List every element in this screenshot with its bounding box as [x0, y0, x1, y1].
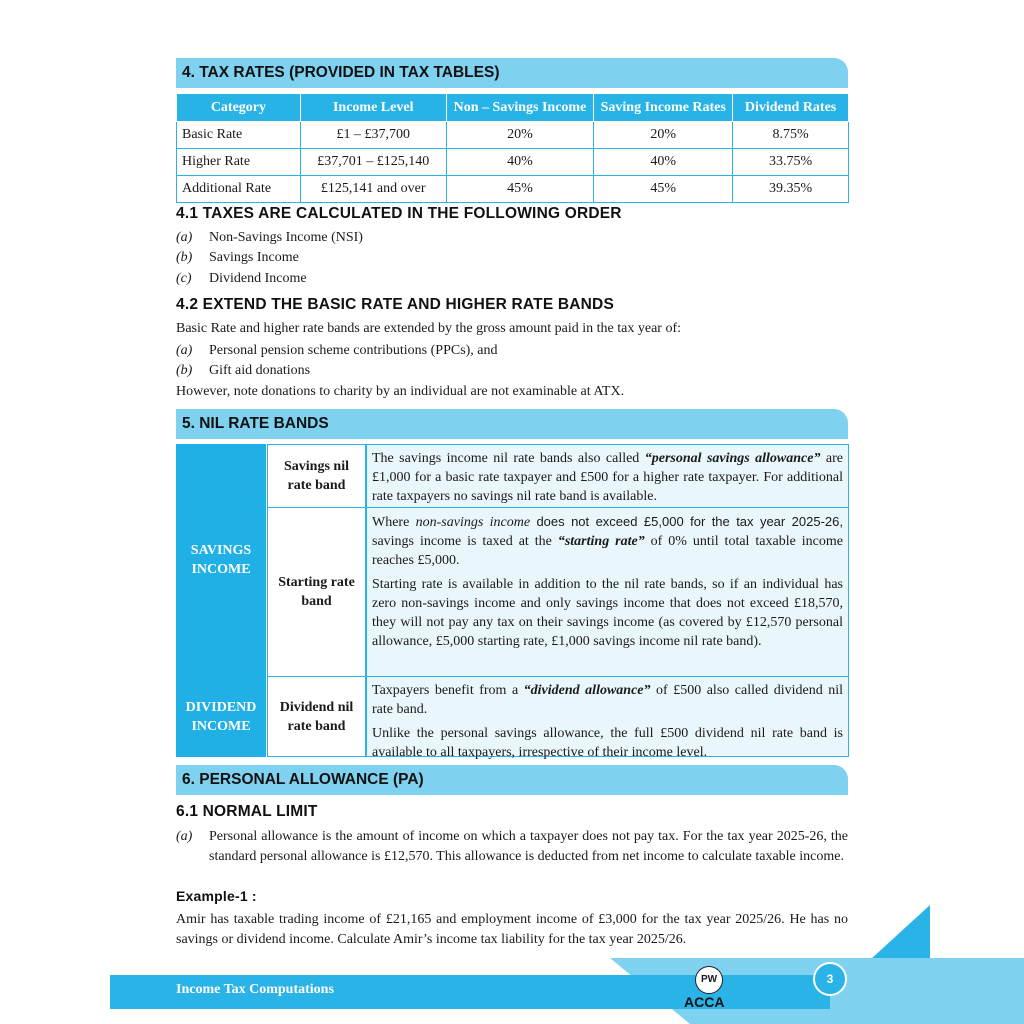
list-label: (a) — [176, 343, 193, 358]
list-text: Non-Savings Income (NSI) — [209, 230, 363, 245]
section-4-1-heading: 4.1 TAXES ARE CALCULATED IN THE FOLLOWING ORDER — [176, 205, 622, 222]
list-text: Dividend Income — [209, 271, 307, 286]
page-number-badge: 3 — [813, 962, 847, 996]
column-header: Dividend Rates — [733, 94, 849, 122]
dividend-nil-rate-band-text: Taxpayers benefit from a “dividend allowance” of £500 also called dividend nil rate band. Unlike the personal savings allowance, the full £500 dividend nil rate band is available to all taxpayers, irrespective of their income level. — [366, 676, 849, 757]
starting-rate-band-label: Starting rate band — [267, 507, 366, 677]
table-cell: 33.75% — [733, 149, 849, 176]
table-cell: 8.75% — [733, 122, 849, 149]
list-text: Savings Income — [209, 250, 299, 265]
section-4-header: 4. TAX RATES (PROVIDED IN TAX TABLES) — [176, 58, 848, 88]
pw-logo-icon: PW — [695, 966, 723, 994]
starting-rate-band-text: Where non-savings income does not exceed £5,000 for the tax year 2025-26, savings income is taxed at the “starting rate” of 0% until total taxable income reaches £5,000. Starting rate is available in addition to the nil rate bands, so if an individual has zero non-savings income and only savings income that does not exceed £18,570, they will not pay any tax on their savings income (as covered by £12,570 personal allowance, £5,000 starting rate, £1,000 savings income nil rate band). — [366, 507, 849, 677]
section-4-2-note: However, note donations to charity by an individual are not examinable at ATX. — [176, 384, 625, 399]
table-cell: 20% — [446, 122, 594, 149]
table-cell: Higher Rate — [177, 149, 301, 176]
footer-chapter-title: Income Tax Computations — [176, 982, 334, 997]
column-header: Category — [177, 94, 301, 122]
table-cell: £125,141 and over — [300, 176, 446, 203]
savings-nil-rate-band-text: The savings income nil rate bands also called “personal savings allowance” are £1,000 for a basic rate taxpayer and £500 for a higher rate taxpayer. For additional rate taxpayers no savings nil rate band is available. — [366, 444, 849, 508]
dividend-income-label: DIVIDEND INCOME — [176, 676, 266, 757]
column-header: Saving Income Rates — [594, 94, 733, 122]
list-text: Personal allowance is the amount of income on which a taxpayer does not pay tax. For the tax year 2025-26, the standard personal allowance is £12,570. This allowance is deducted from net income to calculate taxable income. — [209, 829, 848, 864]
list-label: (a) — [176, 230, 193, 245]
section-6-1-heading: 6.1 NORMAL LIMIT — [176, 803, 318, 820]
list-text: Personal pension scheme contributions (PPCs), and — [209, 343, 498, 358]
list-text: Gift aid donations — [209, 363, 311, 378]
list-label: (a) — [176, 829, 193, 844]
savings-nil-rate-band-label: Savings nil rate band — [267, 444, 366, 508]
table-cell: 45% — [594, 176, 733, 203]
section-6-header: 6. PERSONAL ALLOWANCE (PA) — [176, 765, 848, 795]
list-label: (b) — [176, 250, 193, 265]
list-label: (b) — [176, 363, 193, 378]
example-text: Amir has taxable trading income of £21,165 and employment income of £3,000 for the tax year 2025/26. He has no savings or dividend income. Calculate Amir’s income tax liability for the tax year 2025/26. — [176, 912, 848, 947]
section-5-header: 5. NIL RATE BANDS — [176, 409, 848, 439]
table-cell: 40% — [594, 149, 733, 176]
table-cell: 45% — [446, 176, 594, 203]
column-header: Non – Savings Income — [446, 94, 594, 122]
table-cell: Basic Rate — [177, 122, 301, 149]
savings-income-label: SAVINGS INCOME — [176, 444, 266, 676]
section-4-2-intro: Basic Rate and higher rate bands are extended by the gross amount paid in the tax year of: — [176, 321, 681, 336]
list-label: (c) — [176, 271, 192, 286]
table-cell: £1 – £37,700 — [300, 122, 446, 149]
table-cell: 39.35% — [733, 176, 849, 203]
dividend-nil-rate-band-label: Dividend nil rate band — [267, 676, 366, 757]
section-4-2-heading: 4.2 EXTEND THE BASIC RATE AND HIGHER RATE BANDS — [176, 296, 614, 313]
column-header: Income Level — [300, 94, 446, 122]
table-cell: Additional Rate — [177, 176, 301, 203]
example-label: Example-1 : — [176, 888, 257, 904]
table-cell: 40% — [446, 149, 594, 176]
table-cell: £37,701 – £125,140 — [300, 149, 446, 176]
acca-logo: ACCA — [684, 994, 725, 1010]
table-cell: 20% — [594, 122, 733, 149]
